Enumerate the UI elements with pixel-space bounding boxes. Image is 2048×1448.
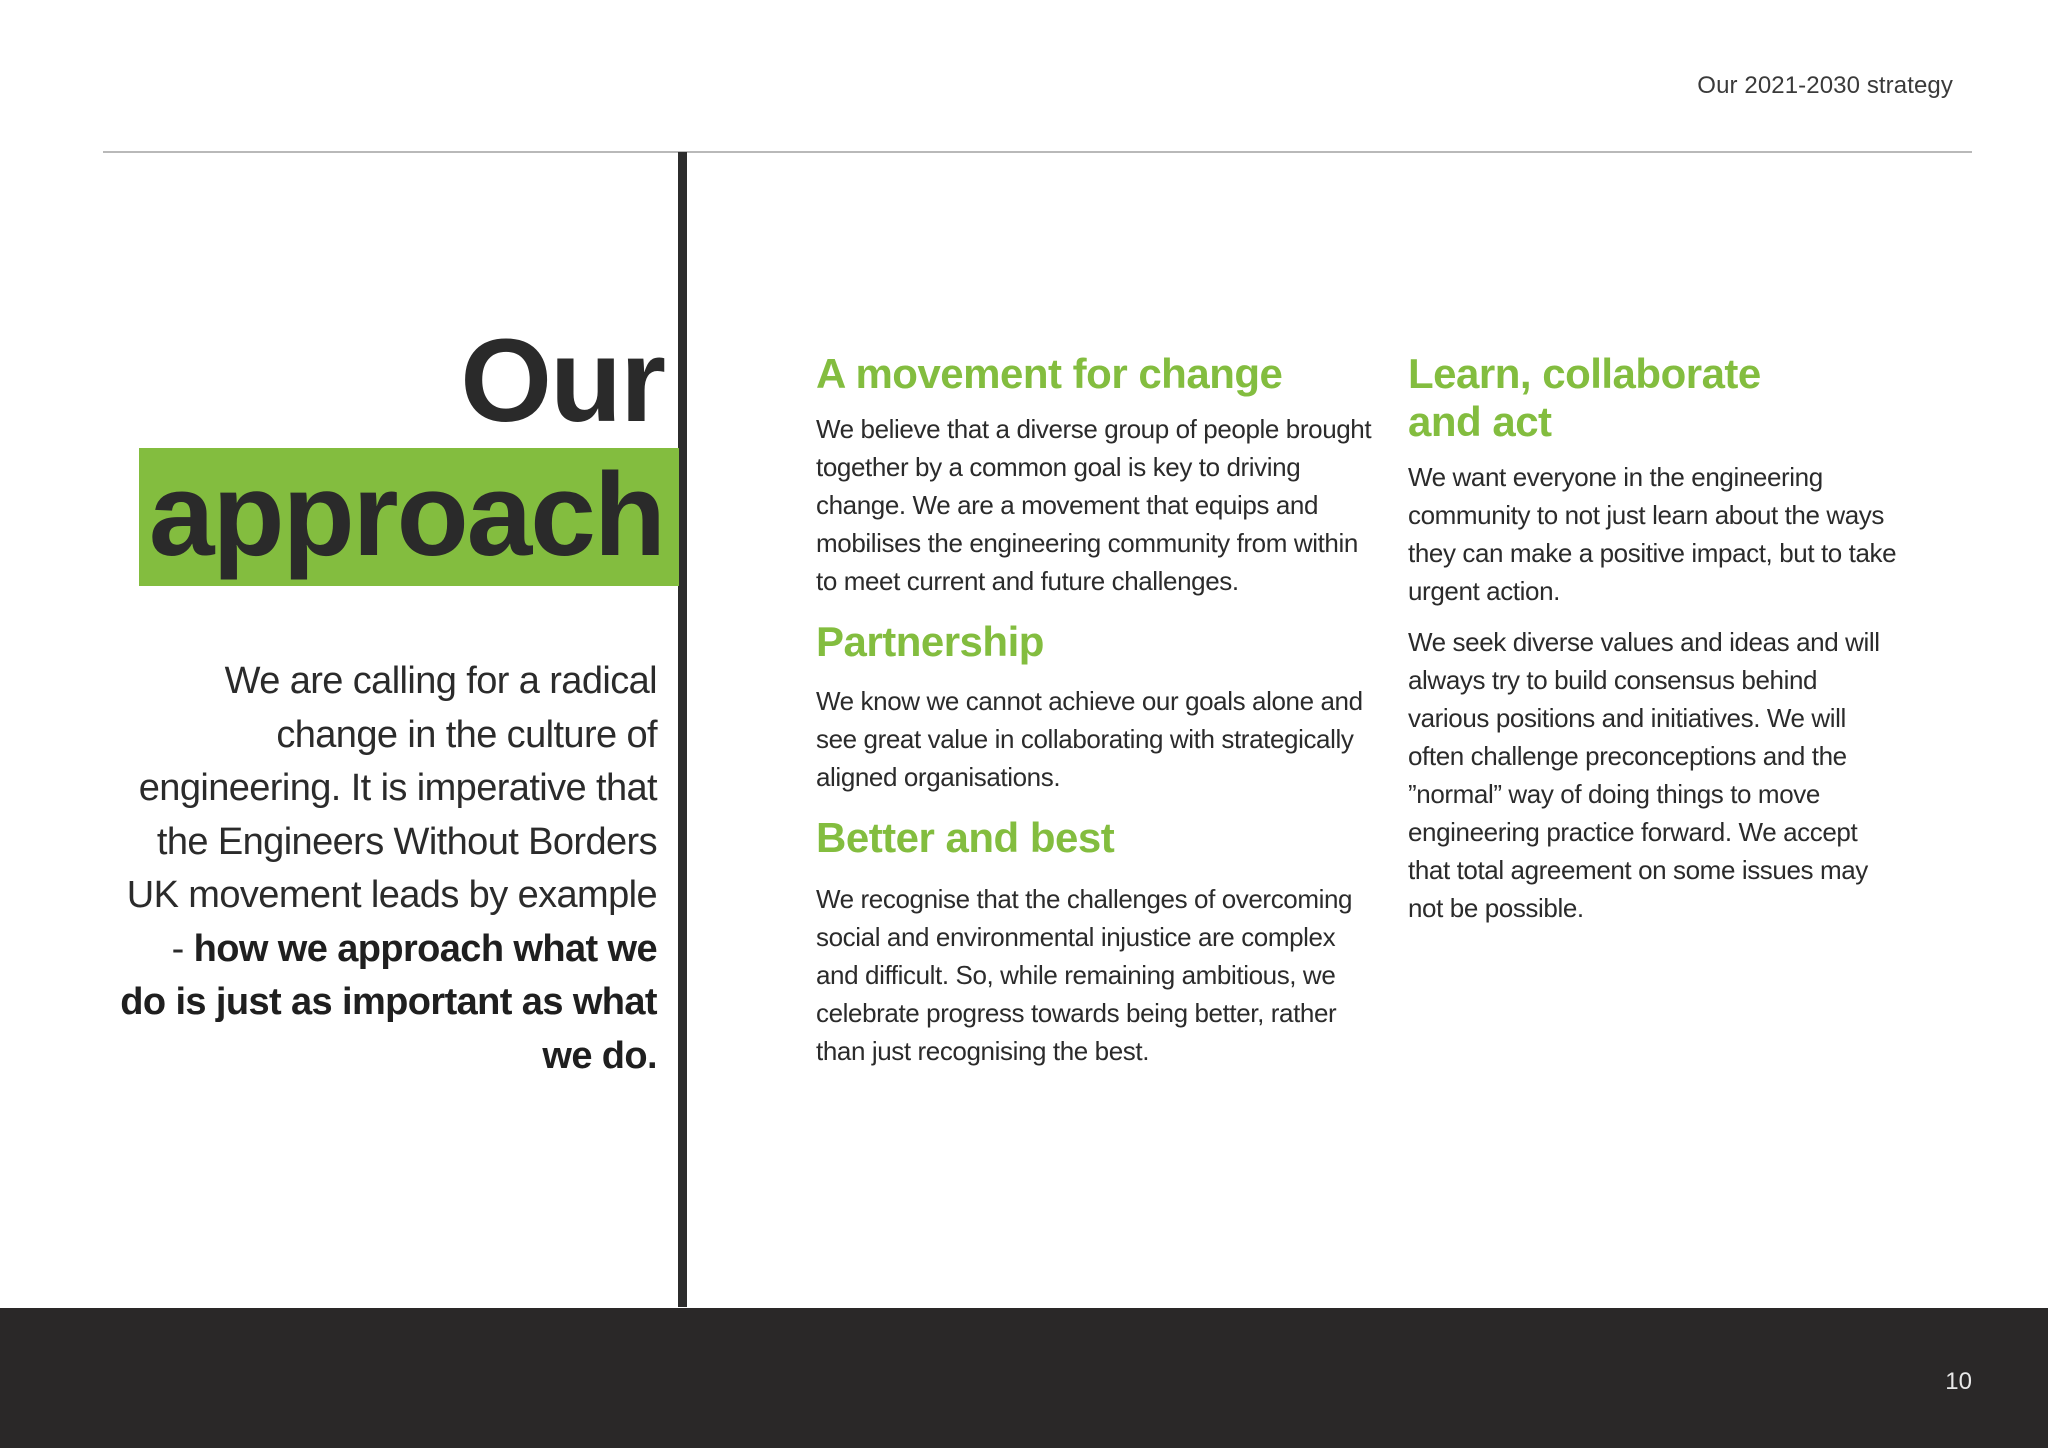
page-number: 10 [1945,1368,1972,1395]
intro-paragraph [120,655,657,1083]
intro-emphasis: how we approach what we do is just as important as what we do. [120,927,657,1077]
vertical-divider [678,152,687,1307]
intro-text: We are calling for a radical change in the culture of engineering. It is imperative that the Engineers Without Borders UK movement leads by example - [126,660,657,970]
heading-learn-collaborate-act: Learn, collaborate and act [1408,350,1761,445]
body-learn-paragraph-2: We seek diverse values and ideas and will always try to build consensus behind various positions and initiatives. We will often challenge preconceptions and the ”normal” way of doing things to move engineering practice forward. We accept that total agreement on some issues may not be possible. [1408,627,1880,923]
heading-movement-for-change: A movement for change [816,350,1283,397]
footer-band [0,1308,2048,1448]
left-text-column [816,350,1376,1070]
body-better-and-best: We recognise that the challenges of overcoming social and environmental injustice are complex and difficult. So, while remaining ambitious, we celebrate progress towards being better, rather than just recognising the best. [816,884,1353,1066]
body-movement-for-change: We believe that a diverse group of people brought together by a common goal is key to driving change. We are a movement that equips and mobilises the engineering community from within to meet current and future challenges. [816,414,1372,596]
title-line-approach: approach [148,449,664,581]
body-learn-paragraph-1: We want everyone in the engineering community to not just learn about the ways they can make a positive impact, but to take urgent action. [1408,462,1897,606]
right-text-column [1408,350,1898,927]
header-divider [103,151,1972,153]
body-partnership: We know we cannot achieve our goals alone and see great value in collaborating with strategically aligned organisations. [816,686,1363,792]
title-line-our: Our [460,315,664,447]
heading-partnership: Partnership [816,618,1044,665]
header-label: Our 2021-2030 strategy [1697,72,1953,99]
heading-better-and-best: Better and best [816,814,1115,861]
